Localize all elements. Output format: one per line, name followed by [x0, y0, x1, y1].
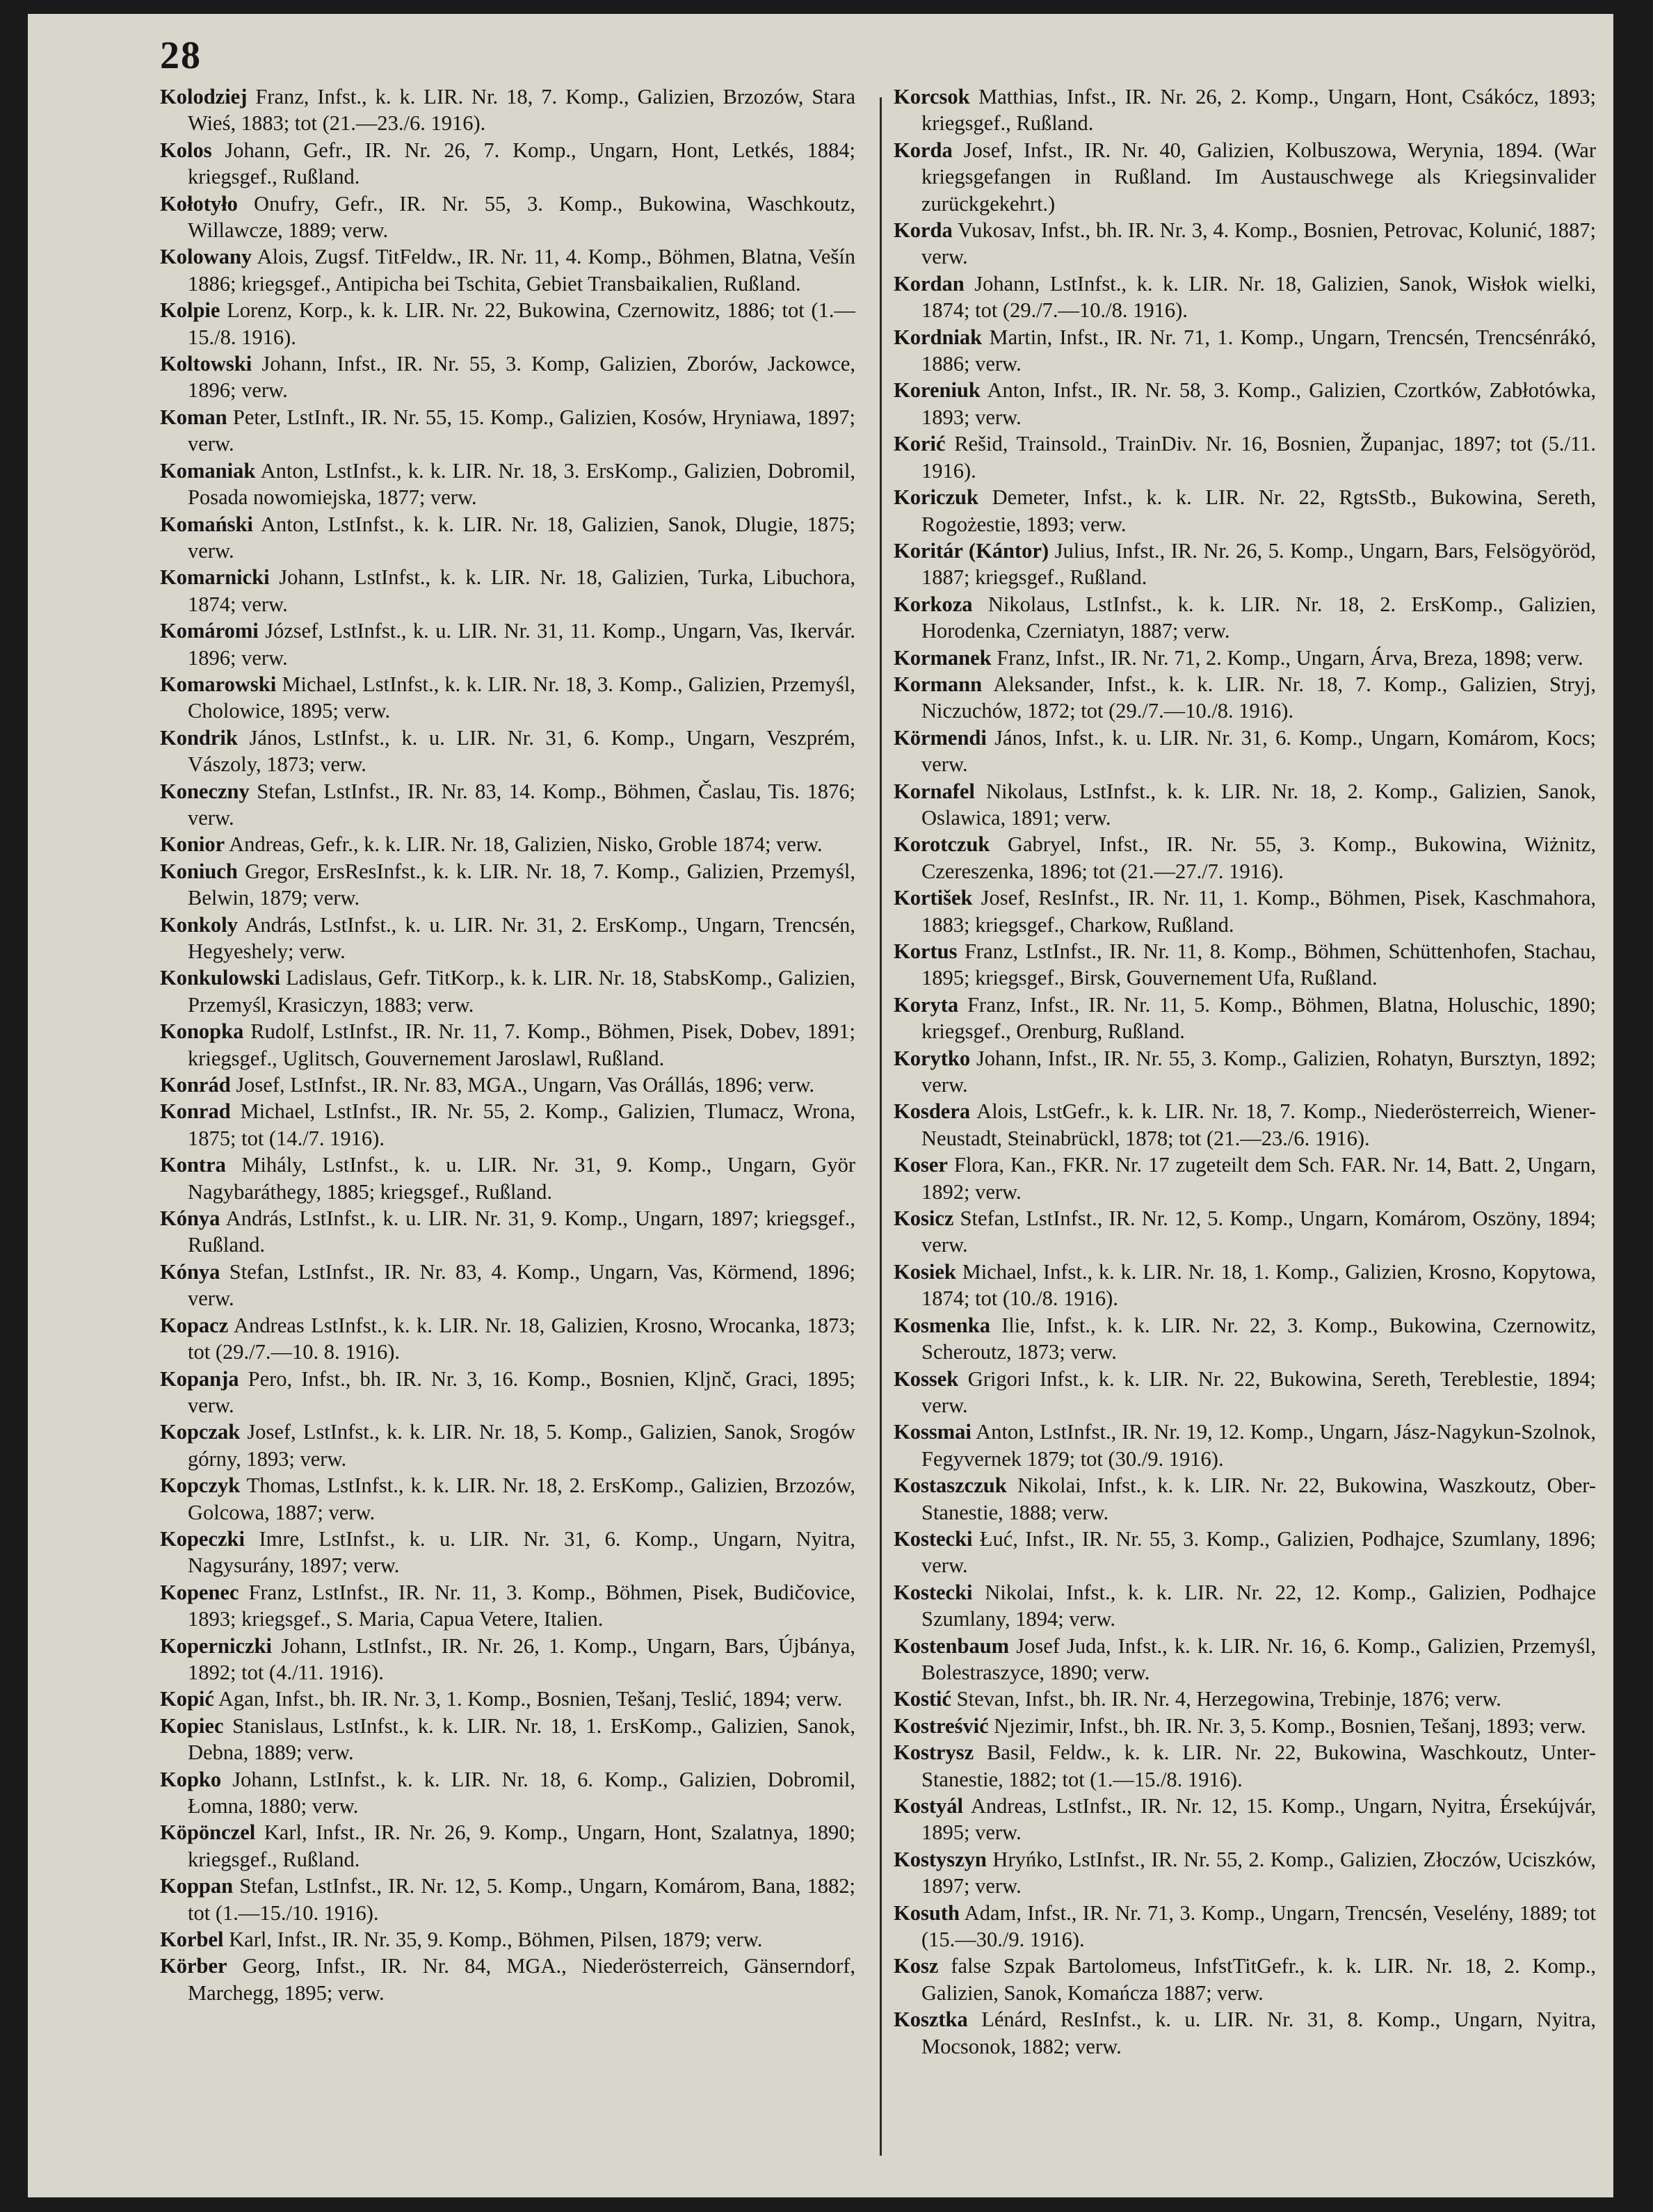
entry-surname: Kopczak [160, 1420, 241, 1444]
list-entry [160, 1526, 855, 1579]
list-entry [160, 725, 855, 778]
entry-surname: Kostić [894, 1687, 952, 1711]
list-entry [894, 1579, 1596, 1633]
entry-surname: Konrád [160, 1073, 231, 1097]
list-entry [894, 1366, 1596, 1419]
entry-details: Basil, Feldw., k. k. LIR. Nr. 22, Bukowina, Waschkoutz, Unter-Stanestie, 1882; tot (1.—15./8. 1916). [921, 1741, 1596, 1791]
list-entry [894, 1793, 1596, 1846]
list-entry [894, 217, 1596, 271]
entry-details: Nikolai, Infst., k. k. LIR. Nr. 22, Bukowina, Waszkoutz, Ober-Stanestie, 1888; verw. [921, 1474, 1596, 1524]
list-entry [894, 324, 1596, 378]
entry-surname: Kordan [894, 271, 965, 296]
entry-surname: Kosmenka [894, 1313, 990, 1337]
entry-details: Imre, LstInfst., k. u. LIR. Nr. 31, 6. Komp., Ungarn, Nyitra, Nagysurány, 1897; verw. [188, 1526, 855, 1578]
entry-surname: Koltowski [160, 352, 252, 376]
entry-details: Thomas, LstInfst., k. k. LIR. Nr. 18, 2. ErsKomp., Galizien, Brzozów, Golcowa, 1887; verw. [188, 1474, 855, 1524]
entry-surname: Kostaszczuk [894, 1474, 1007, 1498]
entry-surname: Koryta [894, 992, 959, 1017]
list-entry [160, 1018, 855, 1072]
entry-surname: Kosz [894, 1954, 939, 1978]
entry-surname: Koppan [160, 1874, 234, 1898]
list-entry [894, 83, 1596, 137]
list-entry [160, 1633, 855, 1686]
entry-details: Georg, Infst., IR. Nr. 84, MGA., Niederösterreich, Gänserndorf, Marchegg, 1895; verw. [188, 1954, 855, 2005]
entry-surname: Koreniuk [894, 378, 981, 403]
entry-surname: Kopenec [160, 1580, 239, 1604]
entry-details: Alois, Zugsf. TitFeldw., IR. Nr. 11, 4. Komp., Böhmen, Blatna, Vešín 1886; kriegsgef., Antipicha bei Tschita, Gebiet Transbaikalien, Rußland. [188, 245, 855, 296]
list-entry [160, 1819, 855, 1873]
entry-surname: Korcsok [894, 85, 970, 108]
list-entry [160, 297, 855, 350]
entry-details: Stevan, Infst., bh. IR. Nr. 4, Herzegowina, Trebinje, 1876; verw. [951, 1687, 1501, 1711]
entry-details: Pero, Infst., bh. IR. Nr. 3, 16. Komp., Bosnien, Kljnč, Graci, 1895; verw. [188, 1366, 855, 1417]
entry-surname: Korić [894, 432, 946, 456]
entry-details: Alois, LstGefr., k. k. LIR. Nr. 18, 7. Komp., Niederösterreich, Wiener-Neustadt, Steinabrückl, 1878; tot (21.—23./6. 1916). [921, 1099, 1596, 1150]
entry-surname: Konopka [160, 1019, 244, 1044]
list-entry [894, 1526, 1596, 1579]
entry-surname: Kopić [160, 1687, 214, 1711]
entry-details: false Szpak Bartolomeus, InfstTitGefr., k. k. LIR. Nr. 18, 2. Komp., Galizien, Sanok, Komańcza 1887; verw. [921, 1954, 1596, 2005]
list-entry [894, 725, 1596, 778]
entry-surname: Koniuch [160, 859, 238, 883]
entry-details: Josef, Infst., IR. Nr. 40, Galizien, Kolbuszowa, Werynia, 1894. (War kriegsgefangen in Rußland. Im Austauschwege als Kriegsinvalider zurückgekehrt.) [921, 138, 1596, 216]
list-entry [894, 1846, 1596, 1900]
list-entry [894, 538, 1596, 591]
entry-details: Josef, LstInfst., IR. Nr. 83, MGA., Ungarn, Vas Orállás, 1896; verw. [230, 1073, 815, 1097]
entry-details: Anton, Infst., IR. Nr. 58, 3. Komp., Galizien, Czortków, Zabłotówka, 1893; verw. [921, 378, 1596, 429]
entry-details: Martin, Infst., IR. Nr. 71, 1. Komp., Ungarn, Trencsén, Trencsénrákó, 1886; verw. [921, 325, 1596, 376]
list-entry [894, 377, 1596, 430]
entry-surname: Korotczuk [894, 832, 990, 857]
entry-surname: Kostyszyn [894, 1847, 987, 1871]
list-entry [160, 1072, 855, 1098]
list-entry [160, 1366, 855, 1419]
list-entry [894, 430, 1596, 484]
entry-surname: Kostecki [894, 1580, 973, 1604]
right-column [894, 83, 1596, 2060]
entry-surname: Kormann [894, 672, 983, 696]
entry-details: Flora, Kan., FKR. Nr. 17 zugeteilt dem Sch. FAR. Nr. 14, Batt. 2, Ungarn, 1892; verw. [921, 1153, 1596, 1204]
entry-surname: Körmendi [894, 725, 987, 750]
entry-details: Franz, LstInfst., IR. Nr. 11, 8. Komp., Böhmen, Schüttenhofen, Stachau, 1895; kriegsgef., Birsk, Gouvernement Ufa, Rußland. [921, 939, 1596, 990]
entry-surname: Kostreśvić [894, 1713, 989, 1738]
entry-surname: Kopiec [160, 1713, 224, 1738]
entry-details: Grigori Infst., k. k. LIR. Nr. 22, Bukowina, Sereth, Tereblestie, 1894; verw. [921, 1366, 1596, 1417]
left-column [160, 83, 855, 2006]
list-entry [894, 1045, 1596, 1099]
entry-surname: Kopczyk [160, 1474, 241, 1498]
entry-surname: Korkoza [894, 592, 973, 616]
entry-details: Mihály, LstInfst., k. u. LIR. Nr. 31, 9. Komp., Ungarn, Györ Nagybaráthegy, 1885; kriegsgef., Rußland. [188, 1153, 855, 1204]
list-entry [160, 858, 855, 912]
entry-surname: Koriczuk [894, 485, 978, 510]
entry-surname: Komáromi [160, 619, 259, 643]
list-entry [160, 1472, 855, 1526]
entry-details: Stefan, LstInfst., IR. Nr. 12, 5. Komp., Ungarn, Komárom, Bana, 1882; tot (1.—15./10. 1916). [188, 1874, 855, 1925]
entry-details: Aleksander, Infst., k. k. LIR. Nr. 18, 7. Komp., Galizien, Stryj, Niczuchów, 1872; tot (29./7.—10./8. 1916). [921, 672, 1596, 723]
column-divider [880, 97, 882, 2156]
list-entry [160, 511, 855, 565]
list-entry [894, 992, 1596, 1045]
entry-surname: Koneczny [160, 779, 250, 803]
list-entry [160, 1953, 855, 2006]
entry-details: Michael, LstInfst., IR. Nr. 55, 2. Komp., Galizien, Tlumacz, Wrona, 1875; tot (14./7. 1916). [188, 1099, 855, 1150]
entry-surname: Korbel [160, 1928, 224, 1952]
entry-surname: Kolowany [160, 245, 252, 269]
entry-details: Franz, LstInfst., IR. Nr. 11, 3. Komp., Böhmen, Pisek, Budičovice, 1893; kriegsgef., S. Maria, Capua Vetere, Italien. [188, 1580, 855, 1631]
entry-surname: Kossek [894, 1366, 959, 1391]
entry-details: Johann, LstInfst., k. k. LIR. Nr. 18, Galizien, Turka, Libuchora, 1874; verw. [188, 565, 855, 616]
list-entry [894, 1419, 1596, 1472]
list-entry [160, 1152, 855, 1205]
entry-details: Gregor, ErsResInfst., k. k. LIR. Nr. 18, 7. Komp., Galizien, Przemyśl, Belwin, 1879; verw. [188, 859, 855, 910]
entry-details: Johann, Gefr., IR. Nr. 26, 7. Komp., Ungarn, Hont, Letkés, 1884; kriegsgef., Rußland. [188, 138, 855, 189]
list-entry [160, 404, 855, 458]
entry-surname: Koman [160, 405, 227, 429]
list-entry [160, 350, 855, 404]
list-entry [160, 1205, 855, 1259]
entry-details: Andreas, LstInfst., IR. Nr. 12, 15. Komp., Ungarn, Nyitra, Érsekújvár, 1895; verw. [921, 1794, 1596, 1845]
list-entry [160, 964, 855, 1018]
entry-surname: Köpönczel [160, 1821, 256, 1845]
document-page [28, 14, 1613, 2197]
list-entry [160, 137, 855, 191]
list-entry [160, 831, 855, 857]
list-entry [160, 458, 855, 511]
entry-surname: Kołotyło [160, 191, 238, 216]
list-entry [894, 885, 1596, 938]
entry-surname: Konkulowski [160, 966, 280, 990]
entry-details: Stanislaus, LstInfst., k. k. LIR. Nr. 18, 1. ErsKomp., Galizien, Sanok, Debna, 1889; verw. [188, 1713, 855, 1765]
list-entry [894, 1686, 1596, 1712]
entry-details: Andreas LstInfst., k. k. LIR. Nr. 18, Galizien, Krosno, Wrocanka, 1873; tot (29./7.—10. 8. 1916). [188, 1313, 855, 1364]
entry-surname: Komarowski [160, 672, 277, 696]
list-entry [160, 83, 855, 137]
entry-details: Peter, LstInft., IR. Nr. 55, 15. Komp., Galizien, Kosów, Hryniawa, 1897; verw. [188, 405, 855, 456]
entry-details: Johann, LstInfst., k. k. LIR. Nr. 18, Galizien, Sanok, Wisłok wielki, 1874; tot (29./7.—10./8. 1916). [921, 271, 1596, 323]
entry-surname: Kostenbaum [894, 1633, 1010, 1658]
list-entry [894, 2006, 1596, 2060]
list-entry [160, 191, 855, 244]
entry-surname: Kossmai [894, 1420, 971, 1444]
entry-details: Julius, Infst., IR. Nr. 26, 5. Komp., Ungarn, Bars, Felsögyöröd, 1887; kriegsgef., Rußland. [921, 538, 1596, 590]
list-entry [894, 1739, 1596, 1793]
list-entry [894, 1098, 1596, 1152]
entry-details: András, LstInfst., k. u. LIR. Nr. 31, 2. ErsKomp., Ungarn, Trencsén, Hegyeshely; verw. [188, 912, 855, 963]
entry-surname: Kormanek [894, 645, 992, 670]
entry-details: Onufry, Gefr., IR. Nr. 55, 3. Komp., Bukowina, Waschkoutz, Willawcze, 1889; verw. [188, 191, 855, 243]
entry-details: Johann, Infst., IR. Nr. 55, 3. Komp., Galizien, Rohatyn, Bursztyn, 1892; verw. [921, 1046, 1596, 1097]
entry-surname: Koritár (Kántor) [894, 538, 1049, 563]
entry-surname: Kosicz [894, 1206, 954, 1231]
list-entry [894, 1713, 1596, 1739]
list-entry [160, 1686, 855, 1712]
list-entry [160, 1098, 855, 1152]
entry-details: Ilie, Infst., k. k. LIR. Nr. 22, 3. Komp., Bukowina, Czernowitz, Scheroutz, 1873; verw. [921, 1313, 1596, 1364]
entry-surname: Kopacz [160, 1313, 229, 1337]
entry-details: Lorenz, Korp., k. k. LIR. Nr. 22, Bukowina, Czernowitz, 1886; tot (1.—15./8. 1916). [188, 298, 855, 349]
entry-details: Vukosav, Infst., bh. IR. Nr. 3, 4. Komp., Bosnien, Petrovac, Kolunić, 1887; verw. [921, 218, 1596, 269]
entry-surname: Komaniak [160, 458, 256, 483]
list-entry [894, 938, 1596, 992]
entry-details: János, LstInfst., k. u. LIR. Nr. 31, 6. Komp., Ungarn, Veszprém, Vászoly, 1873; verw. [188, 725, 855, 777]
entry-surname: Kopko [160, 1767, 222, 1791]
entry-details: Anton, LstInfst., k. k. LIR. Nr. 18, 3. ErsKomp., Galizien, Dobromil, Posada nowomiejska, 1877; verw. [188, 458, 855, 510]
entry-details: Stefan, LstInfst., IR. Nr. 12, 5. Komp., Ungarn, Komárom, Oszöny, 1894; verw. [921, 1206, 1596, 1257]
entry-details: Michael, Infst., k. k. LIR. Nr. 18, 1. Komp., Galizien, Krosno, Kopytowa, 1874; tot (10./8. 1916). [921, 1259, 1596, 1311]
entry-details: Matthias, Infst., IR. Nr. 26, 2. Komp., Ungarn, Hont, Csákócz, 1893; kriegsgef., Rußland. [921, 85, 1596, 136]
entry-surname: Komański [160, 512, 253, 536]
entry-surname: Kónya [160, 1259, 220, 1284]
entry-details: Michael, LstInfst., k. k. LIR. Nr. 18, 3. Komp., Galizien, Przemyśl, Cholowice, 1895; verw. [188, 672, 855, 723]
entry-surname: Kosuth [894, 1900, 960, 1925]
entry-surname: Korytko [894, 1046, 971, 1070]
entry-surname: Kortišek [894, 886, 973, 910]
entry-details: Anton, LstInfst., k. k. LIR. Nr. 18, Galizien, Sanok, Dlugie, 1875; verw. [188, 512, 855, 563]
entry-details: Njezimir, Infst., bh. IR. Nr. 3, 5. Komp., Bosnien, Tešanj, 1893; verw. [988, 1713, 1586, 1738]
entry-surname: Körber [160, 1954, 227, 1978]
list-entry [894, 645, 1596, 671]
entry-details: Johann, Infst., IR. Nr. 55, 3. Komp, Galizien, Zborów, Jackowce, 1896; verw. [188, 352, 855, 403]
list-entry [160, 778, 855, 832]
list-entry [160, 1259, 855, 1312]
list-entry [160, 1713, 855, 1766]
list-entry [160, 1312, 855, 1366]
list-entry [894, 1259, 1596, 1312]
entry-surname: Kontra [160, 1153, 226, 1177]
entry-details: Stefan, LstInfst., IR. Nr. 83, 14. Komp., Böhmen, Časlau, Tis. 1876; verw. [188, 779, 855, 830]
entry-details: József, LstInfst., k. u. LIR. Nr. 31, 11. Komp., Ungarn, Vas, Ikervár. 1896; verw. [188, 619, 855, 670]
entry-details: Demeter, Infst., k. k. LIR. Nr. 22, RgtsStb., Bukowina, Sereth, Rogożestie, 1893; verw. [921, 485, 1596, 536]
entry-surname: Kopeczki [160, 1526, 245, 1551]
entry-details: Franz, Infst., IR. Nr. 11, 5. Komp., Böhmen, Blatna, Holuschic, 1890; kriegsgef., Orenburg, Rußland. [921, 992, 1596, 1044]
entry-surname: Kolodziej [160, 85, 248, 108]
entry-details: Rudolf, LstInfst., IR. Nr. 11, 7. Komp., Böhmen, Pisek, Dobev, 1891; kriegsgef., Uglitsch, Gouvernement Jaroslawl, Rußland. [188, 1019, 855, 1070]
entry-details: Stefan, LstInfst., IR. Nr. 83, 4. Komp., Ungarn, Vas, Körmend, 1896; verw. [188, 1259, 855, 1311]
entry-details: András, LstInfst., k. u. LIR. Nr. 31, 9. Komp., Ungarn, 1897; kriegsgef., Rußland. [188, 1206, 855, 1257]
entry-surname: Koperniczki [160, 1633, 272, 1658]
entry-surname: Kosdera [894, 1099, 971, 1124]
entry-surname: Konrad [160, 1099, 231, 1124]
list-entry [160, 1873, 855, 1926]
list-entry [894, 1900, 1596, 1953]
entry-details: Andreas, Gefr., k. k. LIR. Nr. 18, Galizien, Nisko, Groble 1874; verw. [225, 832, 823, 857]
entry-details: Josef, LstInfst., k. k. LIR. Nr. 18, 5. Komp., Galizien, Sanok, Srogów górny, 1893; verw. [188, 1420, 855, 1471]
list-entry [894, 1953, 1596, 2006]
entry-details: Hryńko, LstInfst., IR. Nr. 55, 2. Komp., Galizien, Złoczów, Uciszków, 1897; verw. [921, 1847, 1596, 1898]
list-entry [894, 1205, 1596, 1259]
entry-surname: Korda [894, 218, 953, 243]
entry-surname: Kolos [160, 138, 212, 162]
entry-surname: Kornafel [894, 779, 975, 803]
list-entry [160, 1579, 855, 1633]
entry-details: Ladislaus, Gefr. TitKorp., k. k. LIR. Nr. 18, StabsKomp., Galizien, Przemyśl, Krasiczyn, 1883; verw. [188, 966, 855, 1017]
entry-details: János, Infst., k. u. LIR. Nr. 31, 6. Komp., Ungarn, Komárom, Kocs; verw. [921, 725, 1596, 777]
entry-surname: Kortus [894, 939, 958, 963]
entry-details: Adam, Infst., IR. Nr. 71, 3. Komp., Ungarn, Trencsén, Veselény, 1889; tot (15.—30./9. 1916). [921, 1900, 1596, 1952]
list-entry [160, 671, 855, 725]
entry-details: Nikolaus, LstInfst., k. k. LIR. Nr. 18, 2. Komp., Galizien, Sanok, Oslawica, 1891; verw. [921, 779, 1596, 830]
entry-details: Karl, Infst., IR. Nr. 35, 9. Komp., Böhmen, Pilsen, 1879; verw. [223, 1928, 763, 1952]
entry-surname: Kosztka [894, 2008, 968, 2032]
entry-surname: Kostecki [894, 1526, 973, 1551]
list-entry [894, 778, 1596, 832]
entry-details: Gabryel, Infst., IR. Nr. 55, 3. Komp., Bukowina, Wiżnitz, Czereszenka, 1896; tot (21.—27./7. 1916). [921, 832, 1596, 883]
list-entry [160, 243, 855, 297]
list-entry [160, 1419, 855, 1472]
list-entry [160, 1926, 855, 1953]
entry-details: Josef Juda, Infst., k. k. LIR. Nr. 16, 6. Komp., Galizien, Przemyśl, Bolestraszyce, 1890; verw. [921, 1633, 1596, 1684]
list-entry [894, 831, 1596, 885]
list-entry [894, 271, 1596, 324]
entry-details: Johann, LstInfst., k. k. LIR. Nr. 18, 6. Komp., Galizien, Dobromil, Łomna, 1880; verw. [188, 1767, 855, 1818]
list-entry [894, 1312, 1596, 1366]
entry-details: Agan, Infst., bh. IR. Nr. 3, 1. Komp., Bosnien, Tešanj, Teslić, 1894; verw. [213, 1687, 843, 1711]
list-entry [894, 484, 1596, 538]
entry-details: Anton, LstInfst., IR. Nr. 19, 12. Komp., Ungarn, Jász-Nagykun-Szolnok, Fegyvernek 1879; tot (30./9. 1916). [921, 1420, 1596, 1471]
entry-details: Karl, Infst., IR. Nr. 26, 9. Komp., Ungarn, Hont, Szalatnya, 1890; kriegsgef., Rußland. [188, 1821, 855, 1871]
entry-surname: Kondrik [160, 725, 238, 750]
entry-surname: Kordniak [894, 325, 983, 349]
entry-surname: Kopanja [160, 1366, 239, 1391]
entry-surname: Kostrysz [894, 1741, 974, 1765]
entry-details: Johann, LstInfst., IR. Nr. 26, 1. Komp., Ungarn, Bars, Újbánya, 1892; tot (4./11. 1916). [188, 1633, 855, 1684]
entry-details: Łuć, Infst., IR. Nr. 55, 3. Komp., Galizien, Podhajce, Szumlany, 1896; verw. [921, 1526, 1596, 1578]
entry-details: Franz, Infst., k. k. LIR. Nr. 18, 7. Komp., Galizien, Brzozów, Stara Wieś, 1883; tot (21.—23./6. 1916). [188, 85, 855, 136]
list-entry [894, 671, 1596, 725]
list-entry [894, 591, 1596, 645]
entry-surname: Konior [160, 832, 225, 857]
entry-surname: Koser [894, 1153, 948, 1177]
entry-details: Franz, Infst., IR. Nr. 71, 2. Komp., Ungarn, Árva, Breza, 1898; verw. [991, 645, 1583, 670]
entry-surname: Komarnicki [160, 565, 270, 590]
entry-details: Lénárd, ResInfst., k. u. LIR. Nr. 31, 8. Komp., Ungarn, Nyitra, Mocsonok, 1882; verw. [921, 2008, 1596, 2058]
entry-surname: Kosiek [894, 1259, 956, 1284]
list-entry [160, 912, 855, 965]
entry-surname: Konkoly [160, 912, 238, 937]
list-entry [160, 1766, 855, 1820]
entry-details: Nikolaus, LstInfst., k. k. LIR. Nr. 18, 2. ErsKomp., Galizien, Horodenka, Czerniatyn, 1887; verw. [921, 592, 1596, 643]
entry-surname: Kostyál [894, 1794, 963, 1818]
list-entry [160, 564, 855, 617]
entry-surname: Kolpie [160, 298, 220, 323]
list-entry [894, 1472, 1596, 1526]
list-entry [160, 617, 855, 671]
entry-details: Rešid, Trainsold., TrainDiv. Nr. 16, Bosnien, Županjac, 1897; tot (5./11. 1916). [921, 432, 1596, 483]
list-entry [894, 137, 1596, 217]
entry-details: Josef, ResInfst., IR. Nr. 11, 1. Komp., Böhmen, Pisek, Kaschmahora, 1883; kriegsgef., Charkow, Rußland. [921, 886, 1596, 937]
list-entry [894, 1152, 1596, 1205]
entry-surname: Korda [894, 138, 953, 162]
page-number: 28 [160, 34, 202, 77]
list-entry [894, 1633, 1596, 1686]
entry-details: Nikolai, Infst., k. k. LIR. Nr. 22, 12. Komp., Galizien, Podhajce Szumlany, 1894; verw. [921, 1580, 1596, 1631]
entry-surname: Kónya [160, 1206, 220, 1231]
